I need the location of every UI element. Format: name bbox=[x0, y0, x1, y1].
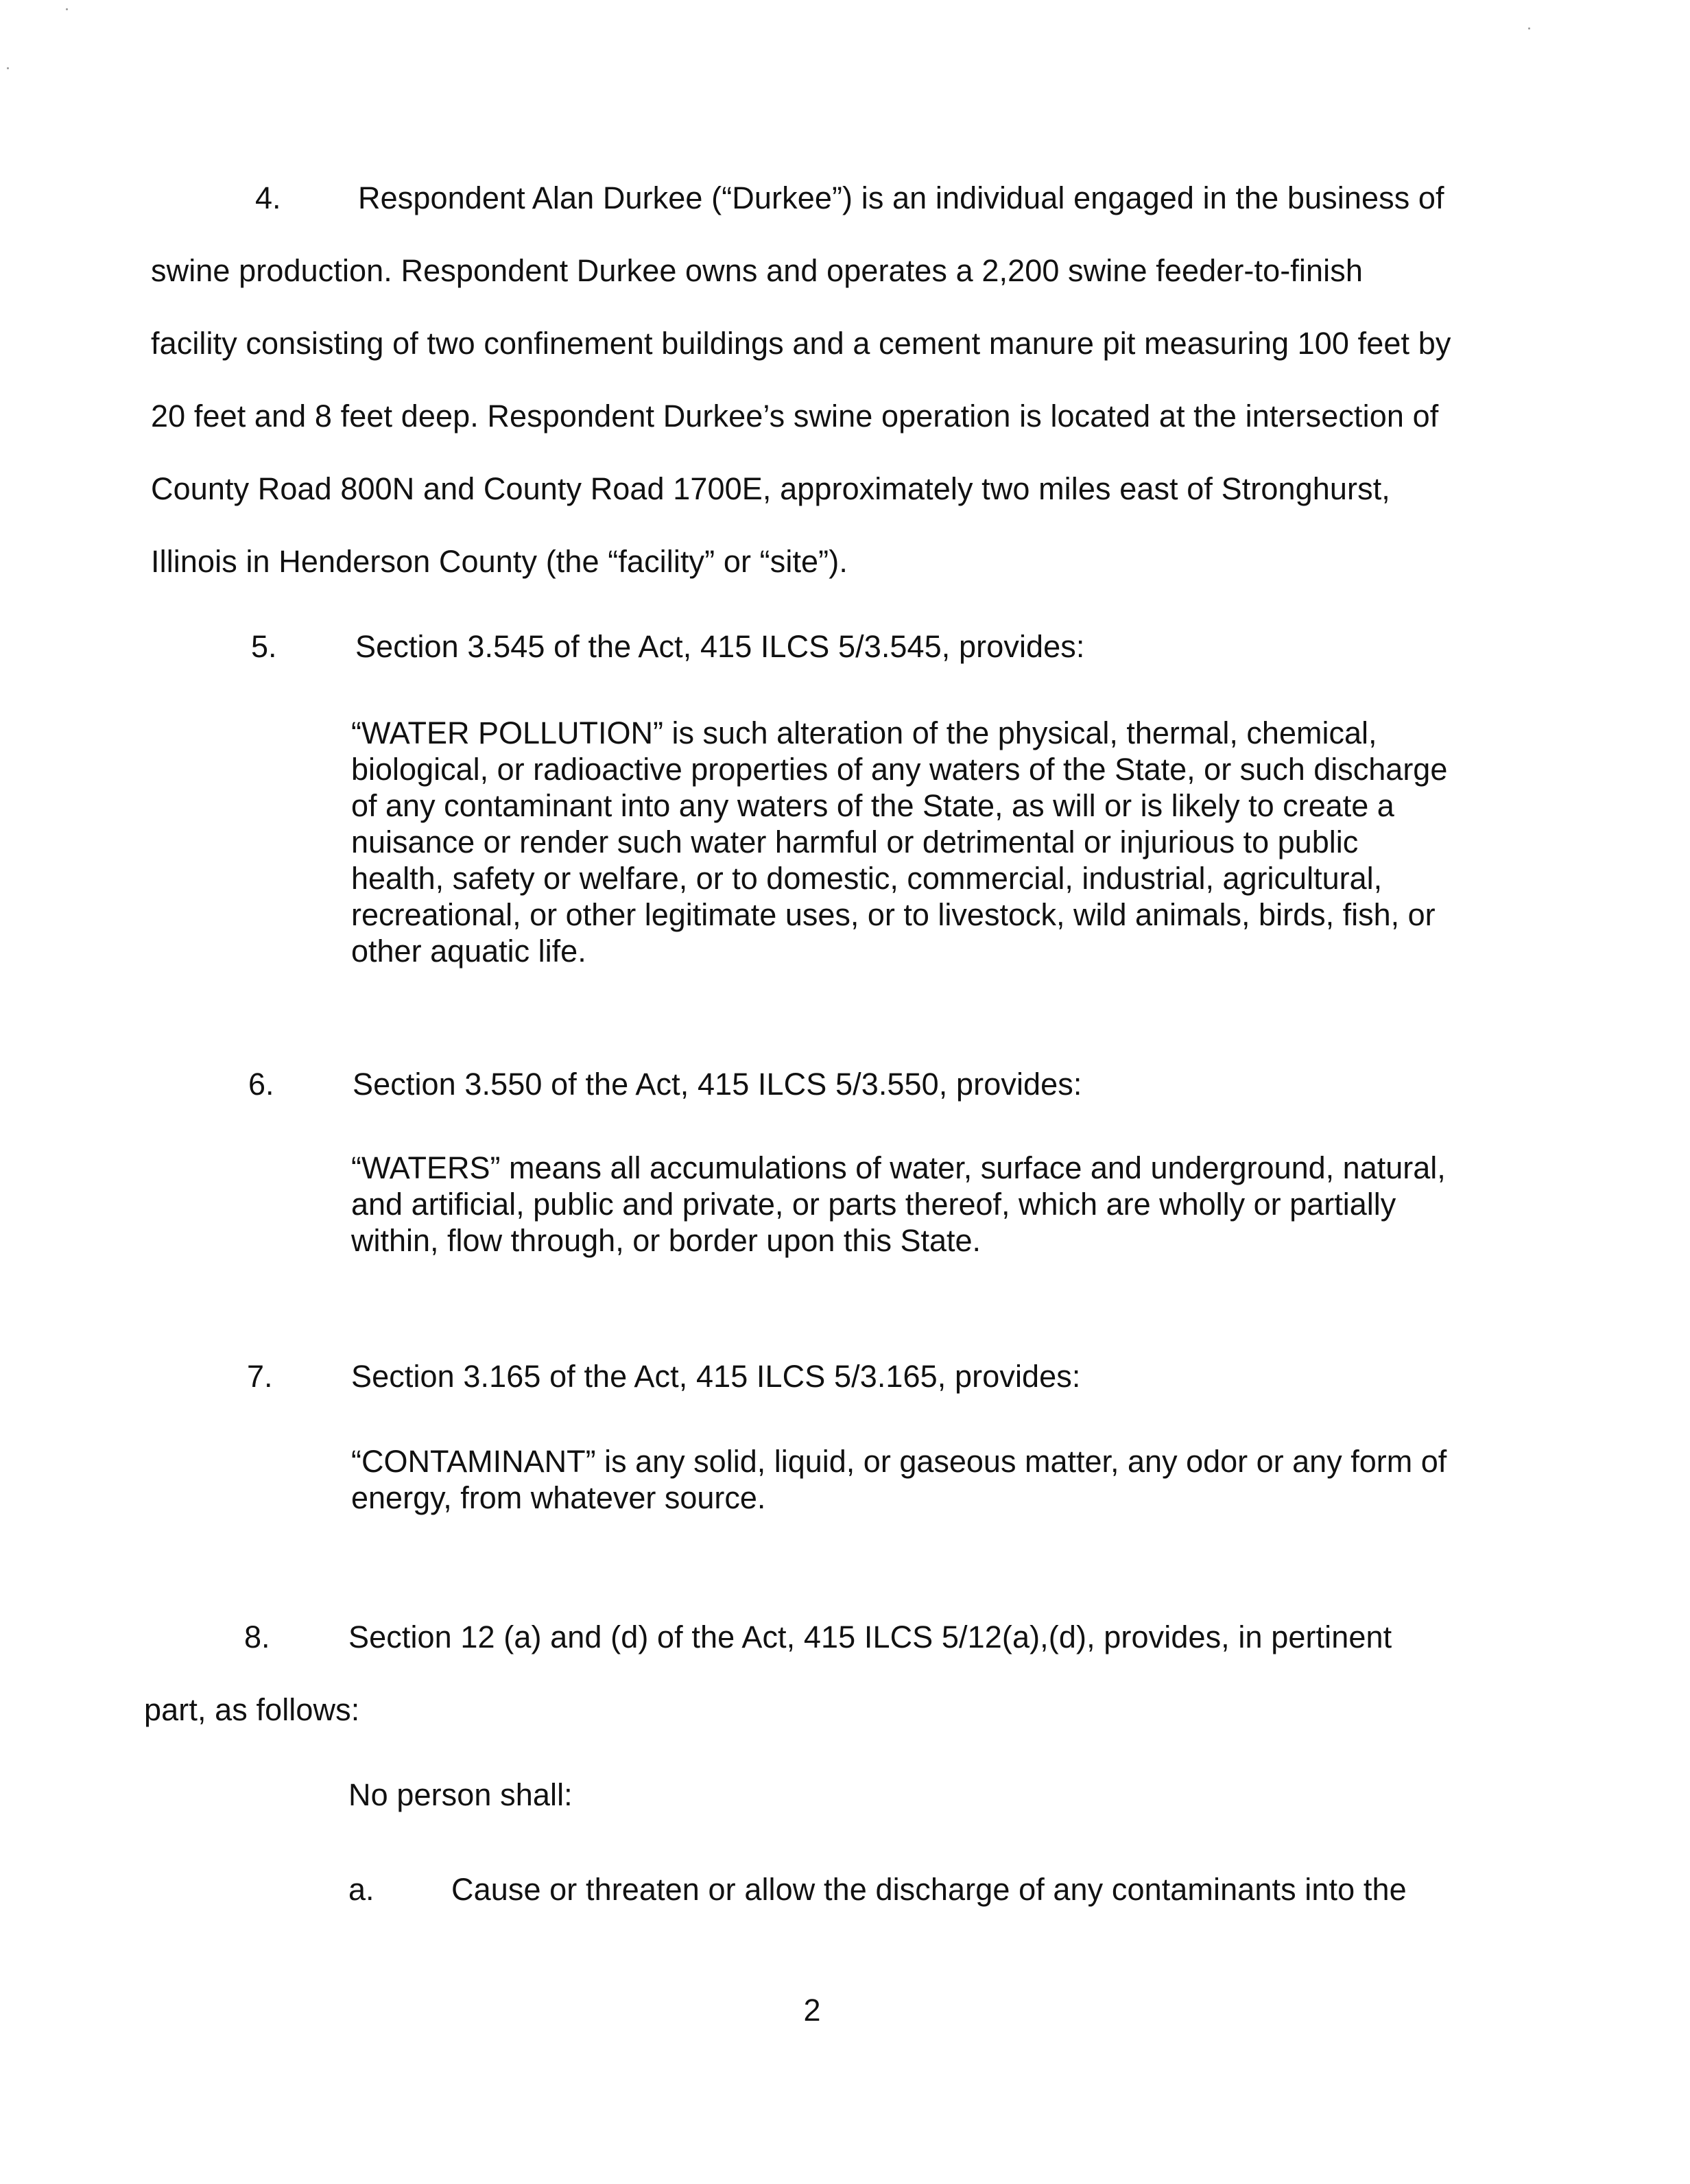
quote-line: within, flow through, or border upon this State. bbox=[351, 1223, 981, 1258]
item-a-text: Cause or threaten or allow the discharge of any contaminants into the bbox=[451, 1872, 1407, 1907]
paragraph-4-line: Illinois in Henderson County (the “facility” or “site”). bbox=[151, 544, 848, 579]
item-a-letter: a. bbox=[348, 1872, 374, 1907]
scan-speck bbox=[7, 67, 9, 69]
paragraph-8-lead-in: No person shall: bbox=[348, 1777, 573, 1812]
quote-line: nuisance or render such water harmful or detrimental or injurious to public bbox=[351, 824, 1359, 859]
scan-speck bbox=[66, 8, 68, 10]
paragraph-6-intro: Section 3.550 of the Act, 415 ILCS 5/3.550, provides: bbox=[353, 1067, 1082, 1102]
quote-line: of any contaminant into any waters of the State, as will or is likely to create a bbox=[351, 788, 1394, 823]
paragraph-4-number: 4. bbox=[255, 180, 281, 215]
quote-line: other aquatic life. bbox=[351, 934, 586, 969]
paragraph-8-intro: Section 12 (a) and (d) of the Act, 415 ILCS 5/12(a),(d), provides, in pertinent bbox=[348, 1619, 1392, 1654]
paragraph-7-intro: Section 3.165 of the Act, 415 ILCS 5/3.165, provides: bbox=[351, 1359, 1081, 1394]
quote-line: energy, from whatever source. bbox=[351, 1480, 766, 1515]
paragraph-8-continuation: part, as follows: bbox=[144, 1692, 360, 1727]
paragraph-6-quote bbox=[351, 1150, 1517, 1259]
paragraph-4-line: swine production. Respondent Durkee owns and operates a 2,200 swine feeder-to-finish bbox=[151, 253, 1363, 288]
page-number: 2 bbox=[803, 1993, 821, 2028]
quote-line: health, safety or welfare, or to domestic, commercial, industrial, agricultural, bbox=[351, 861, 1383, 896]
paragraph-5-intro: Section 3.545 of the Act, 415 ILCS 5/3.545, provides: bbox=[355, 629, 1085, 664]
paragraph-4-line: Respondent Alan Durkee (“Durkee”) is an individual engaged in the business of bbox=[358, 180, 1444, 215]
quote-line: “WATER POLLUTION” is such alteration of the physical, thermal, chemical, bbox=[351, 715, 1377, 750]
scan-speck bbox=[1528, 27, 1530, 29]
paragraph-7-quote bbox=[351, 1443, 1517, 1516]
quote-line: “WATERS” means all accumulations of water, surface and underground, natural, bbox=[351, 1150, 1446, 1185]
quote-line: biological, or radioactive properties of any waters of the State, or such discharge bbox=[351, 752, 1448, 787]
paragraph-4-line: County Road 800N and County Road 1700E, approximately two miles east of Stronghurst, bbox=[151, 471, 1390, 506]
quote-line: and artificial, public and private, or parts thereof, which are wholly or partially bbox=[351, 1187, 1396, 1222]
paragraph-4-line: 20 feet and 8 feet deep. Respondent Durkee’s swine operation is located at the intersection of bbox=[151, 399, 1439, 434]
paragraph-8-number: 8. bbox=[244, 1619, 270, 1654]
quote-line: “CONTAMINANT” is any solid, liquid, or gaseous matter, any odor or any form of bbox=[351, 1444, 1447, 1479]
paragraph-4-line: facility consisting of two confinement buildings and a cement manure pit measuring 100 feet by bbox=[151, 326, 1451, 361]
paragraph-7-number: 7. bbox=[247, 1359, 273, 1394]
paragraph-5-quote bbox=[351, 715, 1517, 969]
paragraph-5-number: 5. bbox=[251, 629, 277, 664]
paragraph-6-number: 6. bbox=[248, 1067, 274, 1102]
quote-line: recreational, or other legitimate uses, or to livestock, wild animals, birds, fish, or bbox=[351, 897, 1436, 932]
